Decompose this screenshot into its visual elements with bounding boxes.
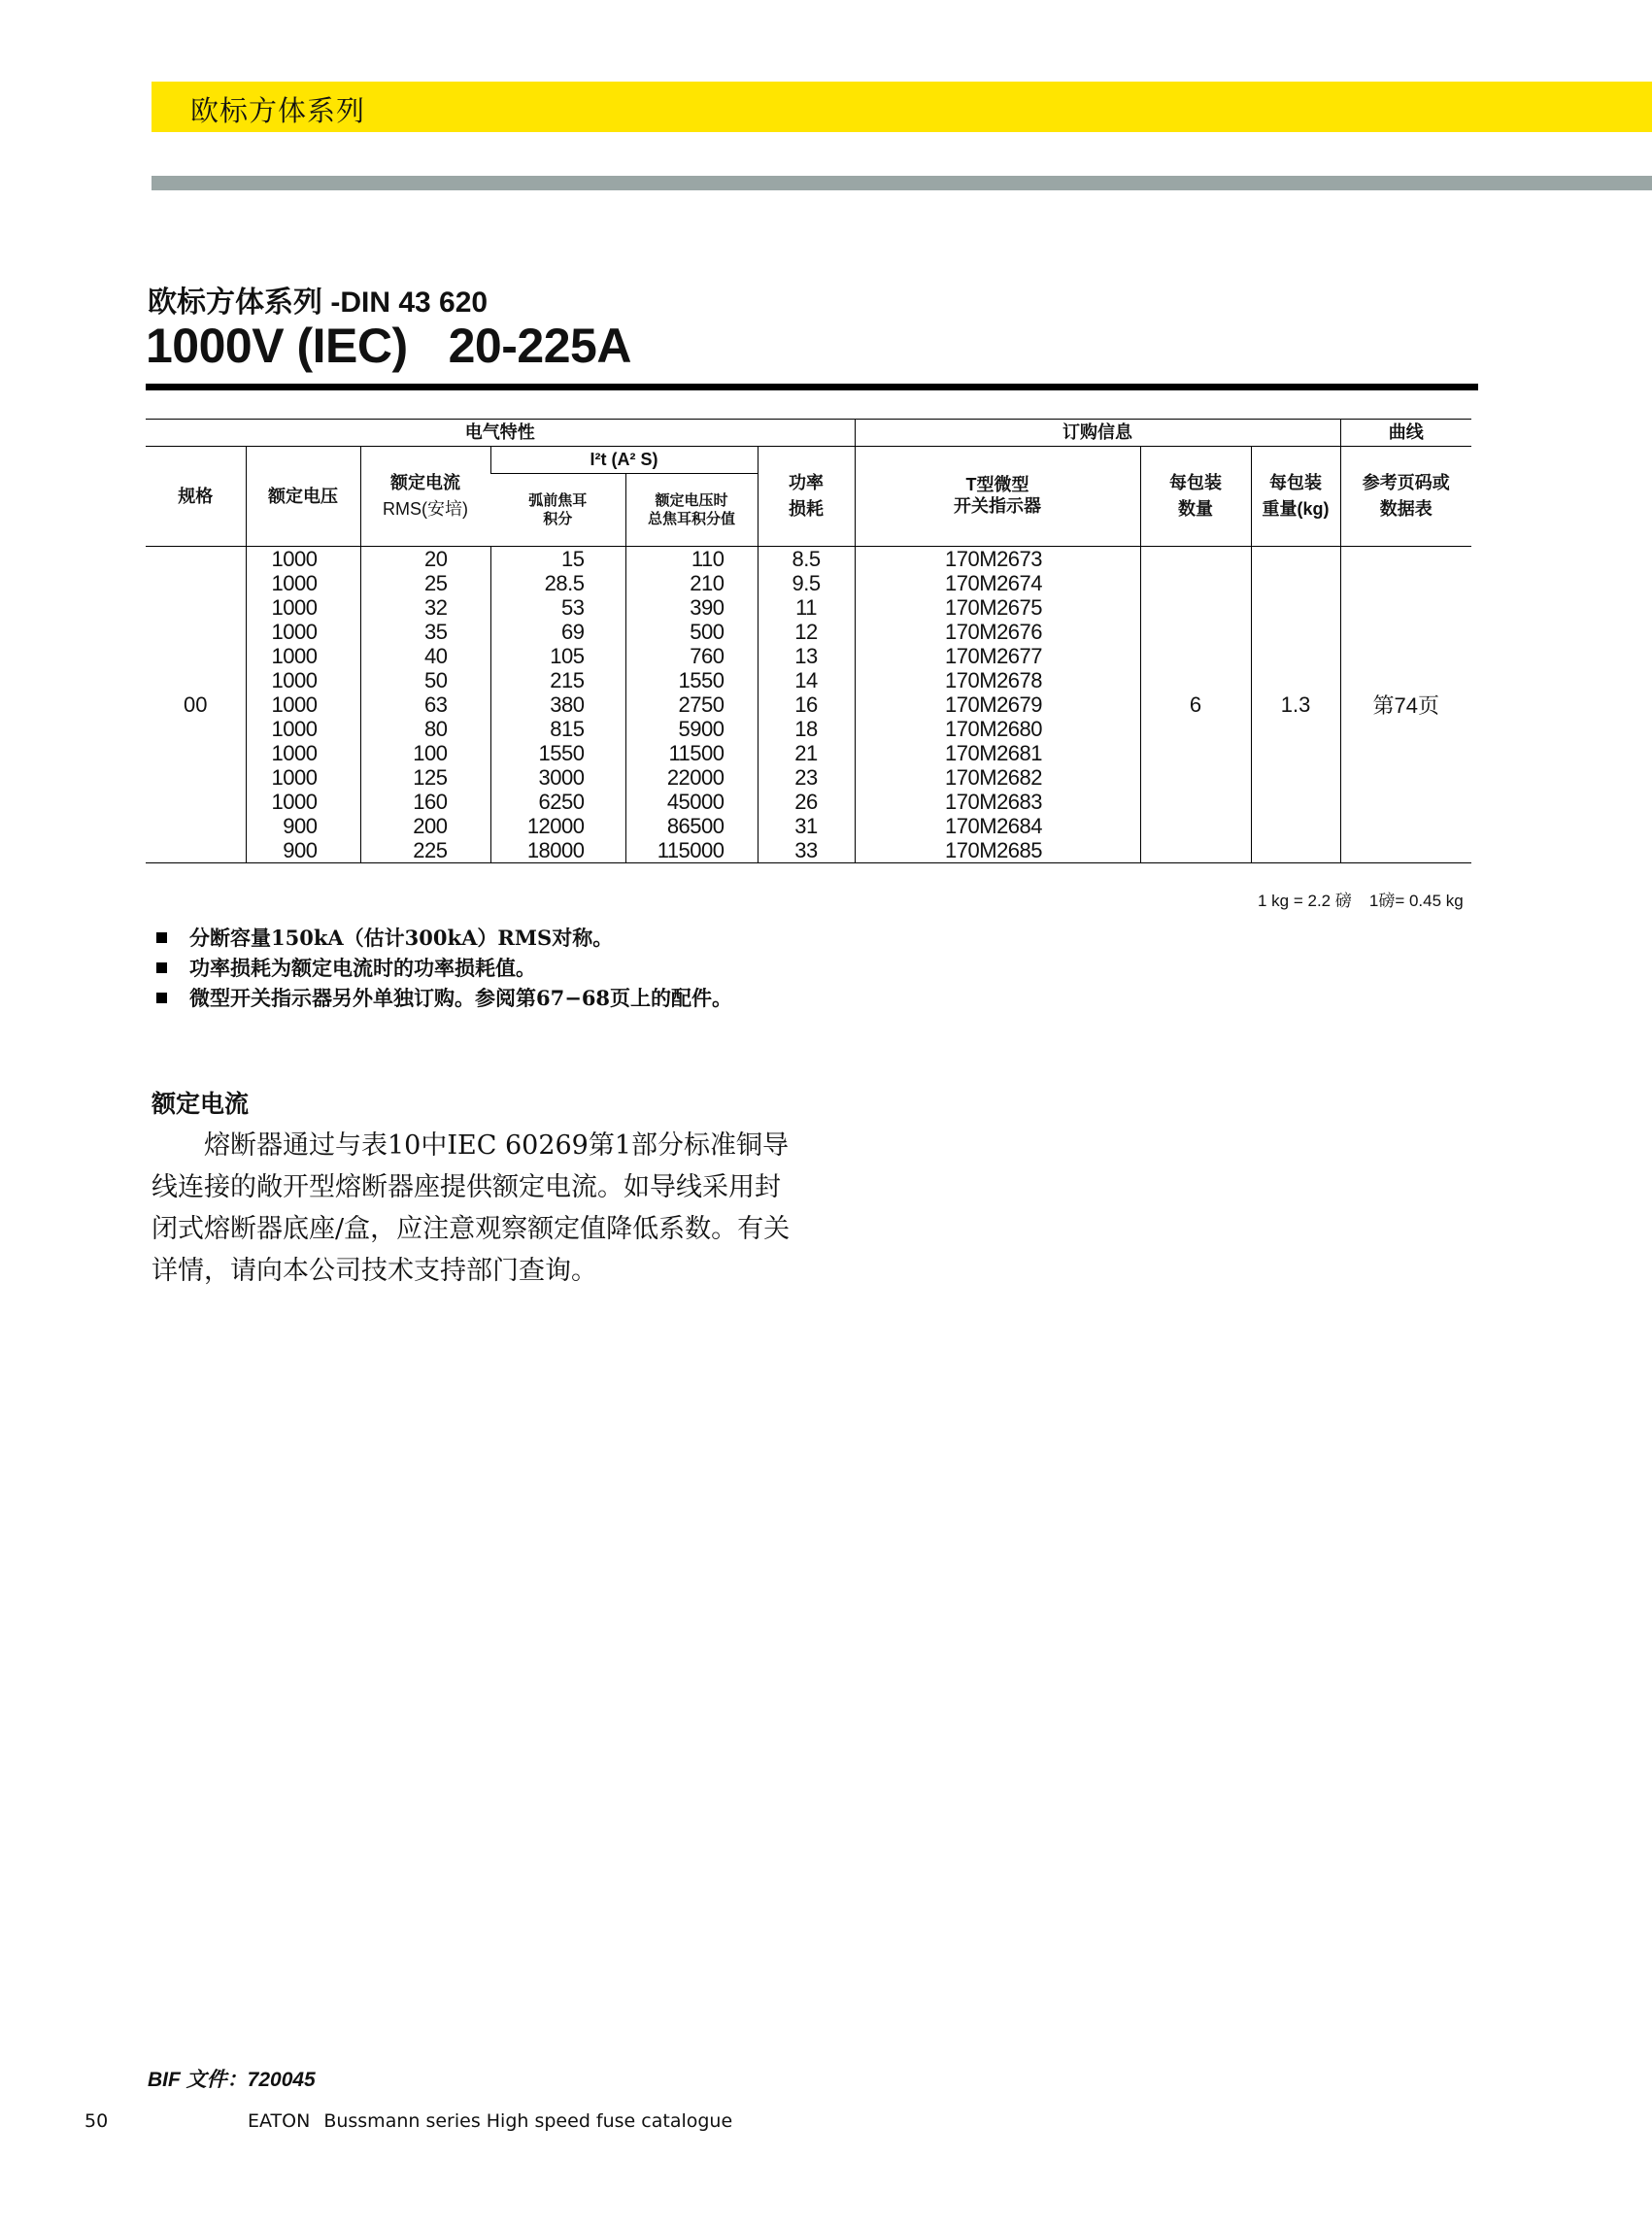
col-part-number [855,547,1140,863]
group-electrical: 电气特性 [146,420,855,447]
header-power-loss: 功率 损耗 [758,447,855,547]
cell-power: 8.5 [792,547,821,571]
cell-voltage: 1000 [271,765,318,790]
page-number: 50 [84,2110,109,2132]
header-rated-voltage: 额定电压 [246,447,360,547]
cell-pack-qty: 6 [1140,547,1251,863]
cell-current: 20 [424,547,448,571]
cell-pre-arc: 15 [561,547,585,571]
cell-part: 170M2685 [945,838,1043,862]
cell-total: 210 [690,571,725,595]
cell-part: 170M2676 [945,620,1043,644]
cell-pre-arc: 3000 [538,765,585,790]
section-band-label: 欧标方体系列 [190,94,366,127]
cell-part: 170M2674 [945,571,1043,595]
col-pre-arc [490,547,625,863]
cell-part: 170M2677 [945,644,1043,668]
cell-power: 9.5 [792,571,821,595]
cell-pre-arc: 105 [550,644,585,668]
title-voltage: 1000V (IEC) [146,319,408,373]
catalogue-name: Bussmann series High speed fuse catalogue [323,2110,733,2132]
note-item: 微型开关指示器另外单独订购。参阅第67−68页上的配件。 [155,983,732,1013]
page-title [146,318,631,374]
cell-total: 760 [690,644,725,668]
cell-power: 12 [794,620,818,644]
cell-total: 11500 [668,741,725,765]
cell-voltage: 1000 [271,547,318,571]
note-item: 分断容量150kA（估计300kA）RMS对称。 [155,923,732,953]
bullet-icon [156,962,167,973]
cell-current: 63 [424,692,448,717]
header-pack-weight: 每包装 重量(kg) [1251,447,1340,547]
cell-voltage: 1000 [271,571,318,595]
cell-pack-weight: 1.3 [1251,547,1340,863]
cell-current: 40 [424,644,448,668]
cell-pre-arc: 815 [550,717,585,741]
col-rated-voltage [246,547,360,863]
cell-part: 170M2678 [945,668,1043,692]
cell-total: 2750 [678,692,725,717]
gray-divider [152,176,1652,190]
fuse-spec-table [146,419,1471,863]
cell-current: 50 [424,668,448,692]
cell-current: 160 [413,790,448,814]
cell-current: 200 [413,814,448,838]
cell-current: 80 [424,717,448,741]
cell-size: 00 [146,547,246,863]
cell-total: 500 [690,620,725,644]
cell-voltage: 1000 [271,620,318,644]
cell-current: 225 [413,838,448,862]
cell-total: 22000 [666,765,725,790]
col-total-i2t [625,547,758,863]
cell-current: 100 [413,741,448,765]
cell-pre-arc: 215 [550,668,585,692]
cell-pre-arc: 69 [561,620,585,644]
lb-to-kg: 1磅= 0.45 kg [1368,892,1464,910]
unit-conversion [1258,887,1464,911]
cell-part: 170M2679 [945,692,1043,717]
cell-power: 33 [794,838,818,862]
header-reference: 参考页码或 数据表 [1340,447,1471,547]
header-part-number: T型微型 开关指示器 [855,447,1140,547]
page-subtitle: 欧标方体系列 -DIN 43 620 [148,287,489,319]
header-total-i2t: 额定电压时 总焦耳积分值 [625,474,758,547]
cell-pre-arc: 18000 [526,838,585,862]
title-current-range: 20-225A [448,319,631,373]
cell-total: 115000 [657,838,725,862]
bullet-icon [156,932,167,943]
cell-total: 390 [690,595,725,620]
group-curve: 曲线 [1340,420,1471,447]
cell-power: 14 [794,668,818,692]
cell-part: 170M2682 [945,765,1043,790]
bullet-icon [156,993,167,1003]
cell-part: 170M2673 [945,547,1043,571]
notes-list [155,923,732,1013]
rated-current-paragraph: 熔断器通过与表10中IEC 60269第1部分标准铜导线连接的敞开型熔断器座提供额定电流。如导线采用封闭式熔断器底座/盒，应注意观察额定值降低系数。有关详情，请向本公司技术支持部门查询。 [152,1130,791,1286]
cell-voltage: 1000 [271,717,318,741]
cell-part: 170M2675 [945,595,1043,620]
cell-power: 31 [794,814,818,838]
cell-pre-arc: 6250 [538,790,585,814]
header-i2t: I²t (A² S) [490,447,758,474]
header-pre-arc-i2t: 弧前焦耳 积分 [490,474,625,547]
cell-voltage: 1000 [271,790,318,814]
cell-voltage: 1000 [271,595,318,620]
brand-name: EATON [248,2110,311,2132]
footer-brand [248,2110,732,2132]
cell-voltage: 900 [283,814,318,838]
cell-part: 170M2684 [945,814,1043,838]
cell-power: 11 [795,595,817,620]
cell-part: 170M2680 [945,717,1043,741]
cell-power: 23 [794,765,818,790]
cell-part: 170M2683 [945,790,1043,814]
cell-total: 86500 [666,814,725,838]
cell-total: 1550 [678,668,725,692]
section-band [152,82,1652,132]
table-row-group [146,547,1471,863]
title-rule [146,384,1478,390]
bif-document-number: BIF 文件：720045 [148,2069,316,2091]
header-pack-qty: 每包装 数量 [1140,447,1251,547]
cell-pre-arc: 1550 [538,741,585,765]
cell-voltage: 900 [283,838,318,862]
cell-pre-arc: 53 [561,595,585,620]
cell-pre-arc: 12000 [526,814,585,838]
col-rated-current [360,547,490,863]
col-power-loss [758,547,855,863]
cell-voltage: 1000 [271,644,318,668]
note-item: 功率损耗为额定电流时的功率损耗值。 [155,953,732,983]
cell-current: 32 [424,595,448,620]
cell-current: 25 [424,571,448,595]
cell-reference: 第74页 [1340,547,1471,863]
cell-power: 16 [794,692,818,717]
cell-power: 21 [794,741,818,765]
cell-current: 35 [424,620,448,644]
header-rated-current: 额定电流 RMS(安培) [360,447,490,547]
cell-power: 18 [794,717,818,741]
cell-total: 5900 [678,717,725,741]
cell-pre-arc: 28.5 [544,571,585,595]
cell-power: 26 [794,790,818,814]
cell-pre-arc: 380 [550,692,585,717]
cell-voltage: 1000 [271,668,318,692]
cell-current: 125 [413,765,448,790]
group-ordering: 订购信息 [855,420,1340,447]
cell-part: 170M2681 [945,741,1043,765]
cell-total: 110 [691,547,725,571]
cell-power: 13 [794,644,818,668]
cell-voltage: 1000 [271,692,318,717]
rated-current-heading: 额定电流 [152,1090,250,1118]
kg-to-lb: 1 kg = 2.2 磅 [1258,892,1352,910]
header-size: 规格 [146,447,246,547]
cell-voltage: 1000 [271,741,318,765]
cell-total: 45000 [666,790,725,814]
